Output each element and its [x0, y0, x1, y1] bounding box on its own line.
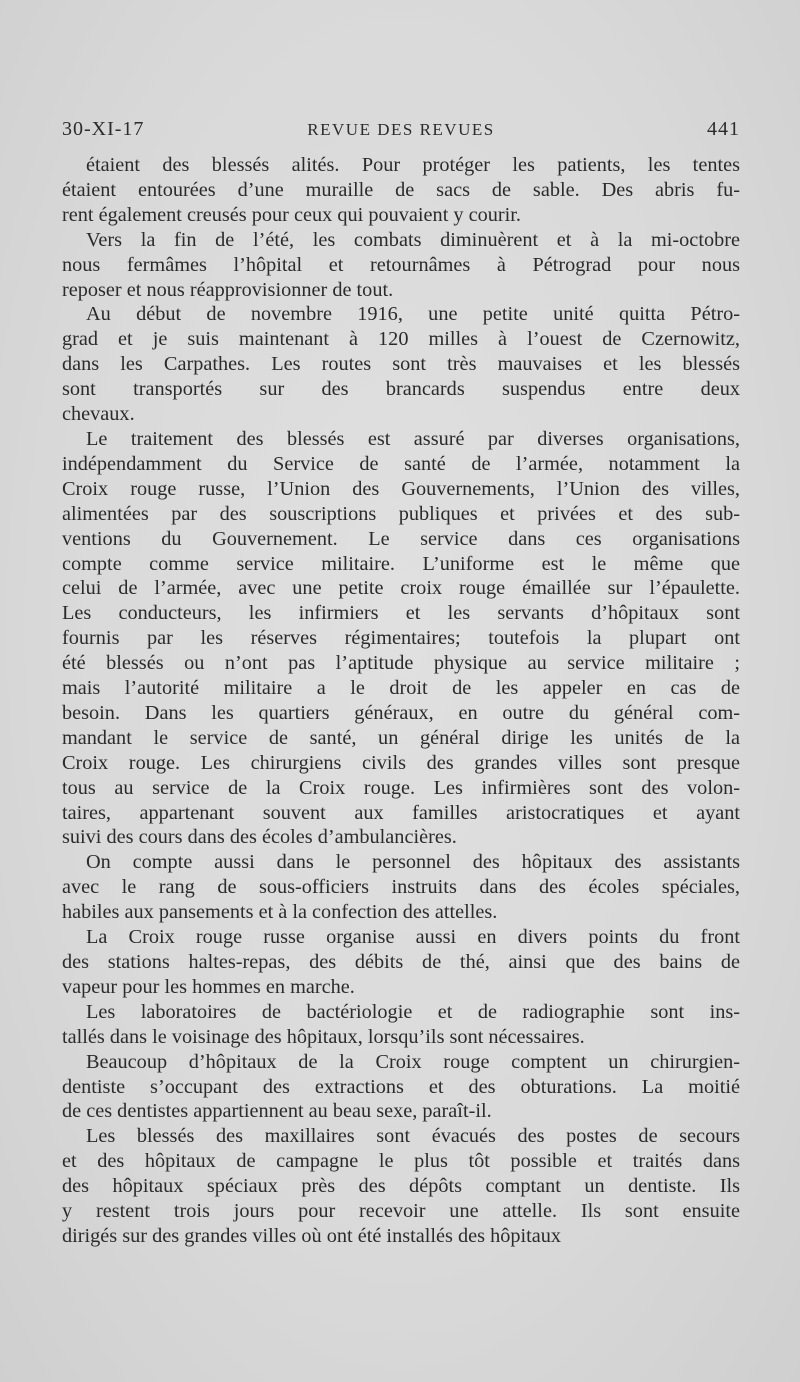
- text-line: rent également creusés pour ceux qui pouvaient y courir.: [62, 203, 521, 226]
- page-number: 441: [707, 118, 740, 140]
- text-line: de ces dentistes appartiennent au beau sexe, paraît-il.: [62, 1100, 492, 1123]
- paragraph: [62, 228, 740, 303]
- text-line: nous fermâmes l’hôpital et retournâmes à Pétrograd pour nous: [62, 253, 740, 276]
- paragraph: [62, 1050, 740, 1125]
- text-line: y restent trois jours pour recevoir une attelle. Ils sont ensuite: [62, 1200, 740, 1223]
- text-line: ventions du Gouvernement. Le service dans ces organisations: [62, 527, 740, 550]
- text-line: Les conducteurs, les infirmiers et les servants d’hôpitaux sont: [62, 602, 740, 625]
- text-line: grad et je suis maintenant à 120 milles à l’ouest de Czernowitz,: [62, 328, 740, 351]
- text-line: Croix rouge russe, l’Union des Gouvernements, l’Union des villes,: [62, 477, 740, 500]
- text-line: compte comme service militaire. L’uniforme est le même que: [62, 552, 740, 575]
- text-line: Beaucoup d’hôpitaux de la Croix rouge comptent un chirurgien-: [86, 1050, 740, 1073]
- text-line: étaient entourées d’une muraille de sacs de sable. Des abris fu-: [62, 178, 740, 201]
- text-line: mais l’autorité militaire a le droit de les appeler en cas de: [62, 677, 740, 700]
- text-line: fournis par les réserves régimentaires; toutefois la plupart ont: [62, 627, 740, 650]
- paragraph: [62, 427, 740, 850]
- text-line: On compte aussi dans le personnel des hôpitaux des assistants: [86, 851, 740, 874]
- paragraph: [62, 850, 740, 925]
- text-line: Les blessés des maxillaires sont évacués des postes de secours: [86, 1125, 740, 1148]
- text-line: dans les Carpathes. Les routes sont très mauvaises et les blessés: [62, 353, 740, 376]
- text-line: suivi des cours dans des écoles d’ambulancières.: [62, 826, 457, 849]
- text-line: dentiste s’occupant des extractions et des obturations. La moitié: [62, 1075, 740, 1098]
- paragraph: [62, 1124, 740, 1249]
- text-line: étaient des blessés alités. Pour protéger les patients, les tentes: [86, 154, 740, 176]
- text-line: tous au service de la Croix rouge. Les infirmières sont des volon-: [62, 776, 740, 799]
- text-line: chevaux.: [62, 403, 135, 426]
- text-line: La Croix rouge russe organise aussi en divers points du front: [86, 926, 740, 949]
- text-line: avec le rang de sous-officiers instruits dans des écoles spéciales,: [62, 876, 740, 899]
- text-line: Les laboratoires de bactériologie et de radiographie sont ins-: [86, 1000, 740, 1023]
- running-header: [62, 118, 740, 144]
- text-line: été blessés ou n’ont pas l’aptitude physique au service militaire ;: [62, 652, 740, 675]
- text-line: tallés dans le voisinage des hôpitaux, lorsqu’ils sont nécessaires.: [62, 1025, 585, 1048]
- text-line: des stations haltes-repas, des débits de thé, ainsi que des bains de: [62, 951, 740, 973]
- paragraph: [62, 302, 740, 427]
- text-line: taires, appartenant souvent aux familles aristocratiques et ayant: [62, 801, 740, 824]
- text-line: des hôpitaux spéciaux près des dépôts comptant un dentiste. Ils: [62, 1175, 740, 1198]
- text-line: sont transportés sur des brancards suspendus entre deux: [62, 378, 740, 401]
- text-line: Au début de novembre 1916, une petite unité quitta Pétro-: [86, 303, 740, 326]
- text-line: habiles aux pansements et à la confection des attelles.: [62, 901, 498, 924]
- text-line: indépendamment du Service de santé de l’armée, notamment la: [62, 452, 740, 475]
- text-line: Vers la fin de l’été, les combats diminuèrent et à la mi-octobre: [86, 228, 740, 251]
- text-line: dirigés sur des grandes villes où ont été installés des hôpitaux: [62, 1224, 562, 1247]
- header-title: REVUE DES REVUES: [307, 120, 495, 139]
- text-line: reposer et nous réapprovisionner de tout.: [62, 278, 394, 301]
- paragraph: [62, 1000, 740, 1050]
- text-line: celui de l’armée, avec une petite croix rouge émaillée sur l’épaulette.: [62, 577, 740, 600]
- header-date: 30-XI-17: [62, 118, 145, 140]
- text-line: besoin. Dans les quartiers généraux, en outre du général com-: [62, 701, 740, 724]
- paragraph: [62, 925, 740, 1000]
- article-body: [62, 153, 740, 1249]
- text-line: vapeur pour les hommes en marche.: [62, 975, 355, 998]
- text-line: Croix rouge. Les chirurgiens civils des grandes villes sont presque: [62, 751, 740, 774]
- text-line: et des hôpitaux de campagne le plus tôt possible et traités dans: [62, 1150, 740, 1173]
- paragraph: [62, 153, 740, 228]
- text-line: alimentées par des souscriptions publiques et privées et des sub-: [62, 502, 740, 525]
- text-line: Le traitement des blessés est assuré par diverses organisations,: [86, 427, 740, 450]
- text-line: mandant le service de santé, un général dirige les unités de la: [62, 726, 740, 749]
